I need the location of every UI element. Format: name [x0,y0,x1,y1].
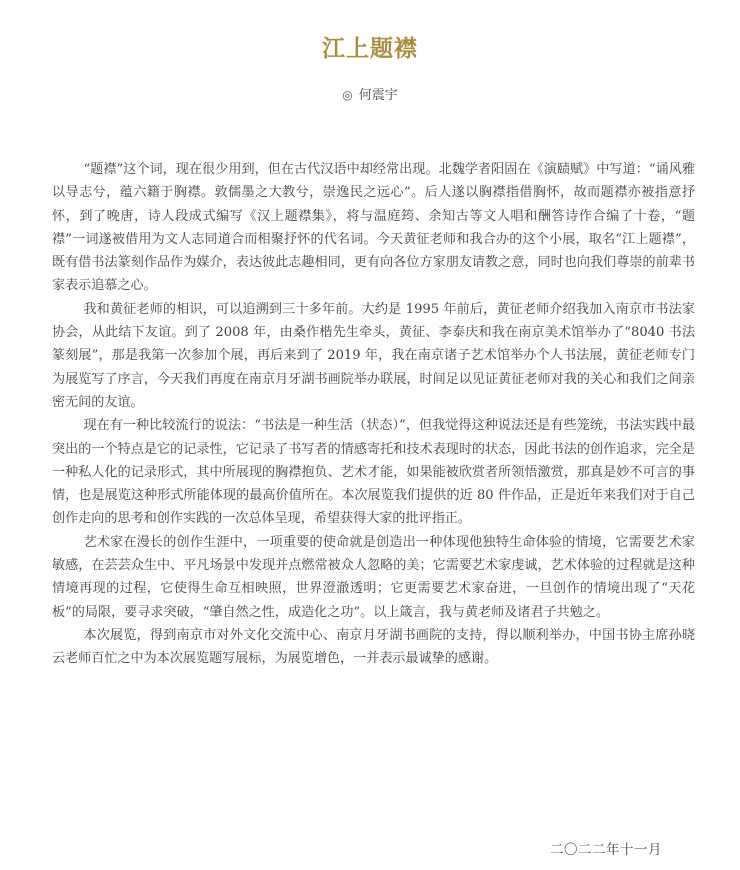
article-body [52,158,695,671]
paragraph-2: 我和黄征老师的相识，可以追溯到三十多年前。大约是 1995 年前后，黄征老师介绍我加入南京市书法家协会，从此结下友谊。到了 2008 年，由桑作楷先生牵头，黄征、李泰庆和我在南京美术馆举办了“8040 书法篆刻展”，那是我第一次参加个展，再后来到了 2019 年，我在南京诸子艺术馆举办个人书法展，黄征老师专门为展览写了序言，今天我们再度在南京月牙湖书画院举办联展，时间足以见证黄征老师对我的关心和我们之间亲密无间的友谊。 [52,301,695,410]
paragraph-1: “题襟”这个词，现在很少用到，但在古代汉语中却经常出现。北魏学者阳固在《演赜赋》中写道：“诵风雅以导志兮，蕴六籍于胸襟。敦儒墨之大教兮，崇逸民之远心”。后人遂以胸襟指借胸怀，故而题襟亦被指意抒怀，到了晚唐，诗人段成式编写《汉上题襟集》，将与温庭筠、余知古等文人唱和酬答诗作合编了十卷，“题襟”一词遂被借用为文人志同道合而相聚抒怀的代名词。今天黄征老师和我合办的这个小展，取名“江上题襟”，既有借书法篆刻作品作为媒介，表达彼此志趣相同，更有向各位方家朋友请教之意，同时也向我们尊崇的前辈书家表示追慕之心。 [52,162,695,294]
article-date: 二〇二二年十一月 [550,842,662,858]
author-name: 何震宇 [358,88,398,103]
paragraph-5: 本次展览，得到南京市对外文化交流中心、南京月牙湖书画院的支持，得以顺利举办，中国书协主席孙晓云老师百忙之中为本次展览题写展标，为展览增色，一并表示最诚挚的感谢。 [52,627,695,667]
article-title: 江上题襟 [322,36,418,62]
paragraph-4: 艺术家在漫长的创作生涯中，一项重要的使命就是创造出一种体现他独特生命体验的情境，它需要艺术家敏感，在芸芸众生中、平凡场景中发现并点燃常被众人忽略的美；它需要艺术家虔诚，艺术体验的过程就是这种情境再现的过程，它使得生命互相映照，世界澄澈透明；它更需要艺术家奋进，一旦创作的情境出现了“天花板”的局限，要寻求突破，“肇自然之性，成造化之功”。以上箴言，我与黄老师及诸君子共勉之。 [52,534,695,620]
author-line [0,84,740,103]
paragraph-3: 现在有一种比较流行的说法：“书法是一种生活（状态）”，但我觉得这种说法还是有些笼统，书法实践中最突出的一个特点是它的记录性，它记录了书写者的情感寄托和技术表现时的状态，因此书法的创作追求，完全是一种私人化的记录形式，其中所展现的胸襟抱负、艺术才能，如果能被欣赏者所领悟激赏，那真是妙不可言的事情，也是展览这种形式所能体现的最高价值所在。本次展览我们提供的近 80 件作品，正是近年来我们对于自己创作走向的思考和创作实践的一次总体呈现，希望获得大家的批评指正。 [52,418,695,527]
author-marker-icon: ◎ [342,88,353,102]
